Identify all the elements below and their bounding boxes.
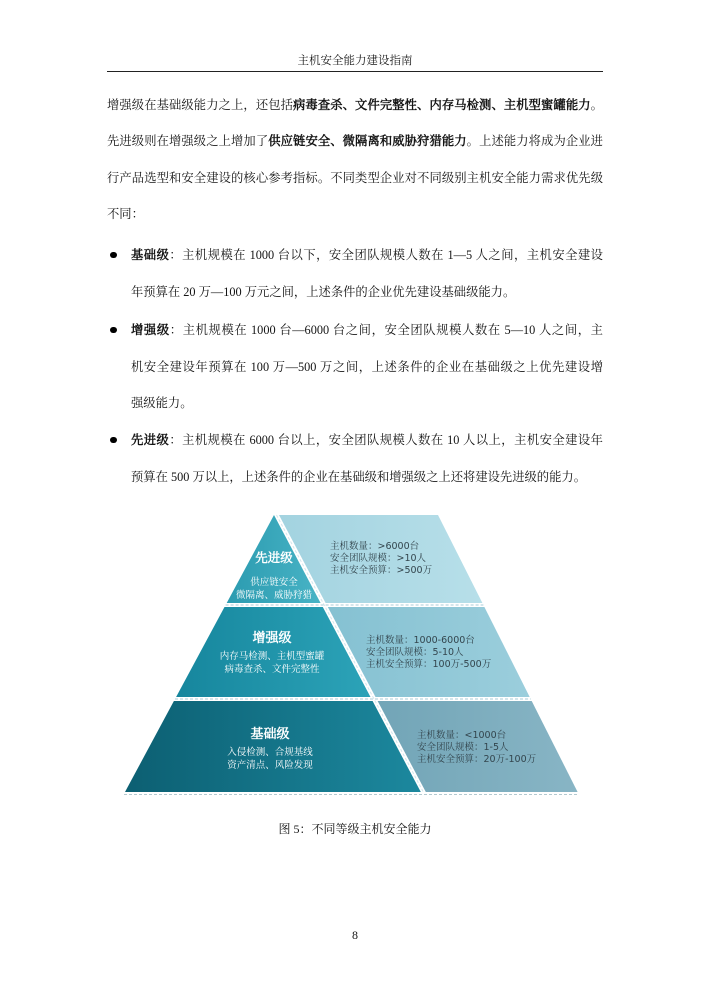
- level-term: 增强级: [131, 323, 170, 337]
- intro-text: 。上述能力将成为企业进: [466, 134, 603, 148]
- level-text: ：主机规模在 6000 台以上，安全团队规模人数在 10 人以上，主机安全建设年: [169, 433, 603, 447]
- tier-title: 基础级: [250, 727, 290, 742]
- tier-capability: 资产清点、风险发现: [227, 760, 313, 771]
- level-term: 基础级: [131, 248, 170, 262]
- intro-text: 增强级在基础级能力之上，还包括: [107, 98, 294, 112]
- intro-text: 行产品选型和安全建设的核心参考指标。不同类型企业对不同级别主机安全能力需求优先级: [107, 171, 603, 185]
- tier-criterion: 主机安全预算：100万-500万: [366, 659, 492, 670]
- level-list-line: [131, 431, 603, 449]
- intro-text: 。: [590, 98, 603, 112]
- tier-title: 增强级: [252, 631, 292, 646]
- intro-line: [107, 205, 603, 223]
- intro-emphasis: 病毒查杀、文件完整性、内存马检测、主机型蜜罐能力: [293, 98, 591, 112]
- tier-criterion: 安全团队规模：5-10人: [366, 647, 464, 658]
- tier-capability: 内存马检测、主机型蜜罐: [219, 651, 325, 662]
- tier-capability: 病毒查杀、文件完整性: [224, 664, 320, 675]
- bullet-icon: [110, 327, 117, 334]
- tier-criterion: 主机数量：>6000台: [330, 541, 420, 552]
- tier-criterion: 安全团队规模：>10人: [330, 553, 427, 564]
- level-term: 先进级: [131, 433, 170, 447]
- running-header-title: 主机安全能力建设指南: [297, 53, 413, 67]
- level-list-line: [131, 321, 603, 339]
- bullet-icon: [110, 437, 117, 444]
- intro-text: 不同：: [107, 207, 144, 221]
- tier-criterion: 安全团队规模：1-5人: [417, 742, 509, 753]
- intro-text: 先进级则在增强级之上增加了: [107, 134, 269, 148]
- tier-criterion: 主机安全预算：20万-100万: [417, 754, 537, 765]
- tier-capability: 供应链安全: [250, 577, 298, 588]
- level-list-line: [131, 246, 603, 264]
- level-list-line: [131, 394, 603, 412]
- level-text: 年预算在 20 万—100 万元之间，上述条件的企业优先建设基础级能力。: [131, 285, 516, 299]
- level-text: ：主机规模在 1000 台—6000 台之间，安全团队规模人数在 5—10 人之间，主: [169, 323, 603, 337]
- intro-emphasis: 供应链安全、微隔离和威胁狩猎能力: [268, 134, 467, 148]
- level-text: 强级能力。: [131, 396, 193, 410]
- intro-line: [107, 132, 603, 150]
- tier-capability: 入侵检测、合规基线: [227, 747, 313, 758]
- level-text: 机安全建设年预算在 100 万—500 万之间，上述条件的企业在基础级之上优先建设增: [131, 360, 603, 374]
- capability-pyramid-figure: [120, 508, 590, 800]
- tier-criterion: 主机安全预算：>500万: [330, 565, 433, 576]
- tier-criterion: 主机数量：1000-6000台: [366, 635, 475, 646]
- level-text: 预算在 500 万以上，上述条件的企业在基础级和增强级之上还将建设先进级的能力。: [131, 470, 586, 484]
- header-rule: [107, 71, 603, 72]
- level-text: ：主机规模在 1000 台以下，安全团队规模人数在 1—5 人之间，主机安全建设: [169, 248, 603, 262]
- tier-capability: 微隔离、威胁狩猎: [235, 590, 313, 601]
- tier-title: 先进级: [255, 550, 293, 565]
- tier-criterion: 主机数量：<1000台: [417, 730, 507, 741]
- level-list-line: [131, 468, 603, 486]
- intro-line: [107, 96, 603, 114]
- level-list-line: [131, 358, 603, 376]
- level-list-line: [131, 283, 603, 301]
- figure-caption: 图 5：不同等级主机安全能力: [278, 822, 432, 836]
- page-number: 8: [352, 928, 358, 942]
- intro-line: [107, 169, 603, 187]
- bullet-icon: [110, 252, 117, 259]
